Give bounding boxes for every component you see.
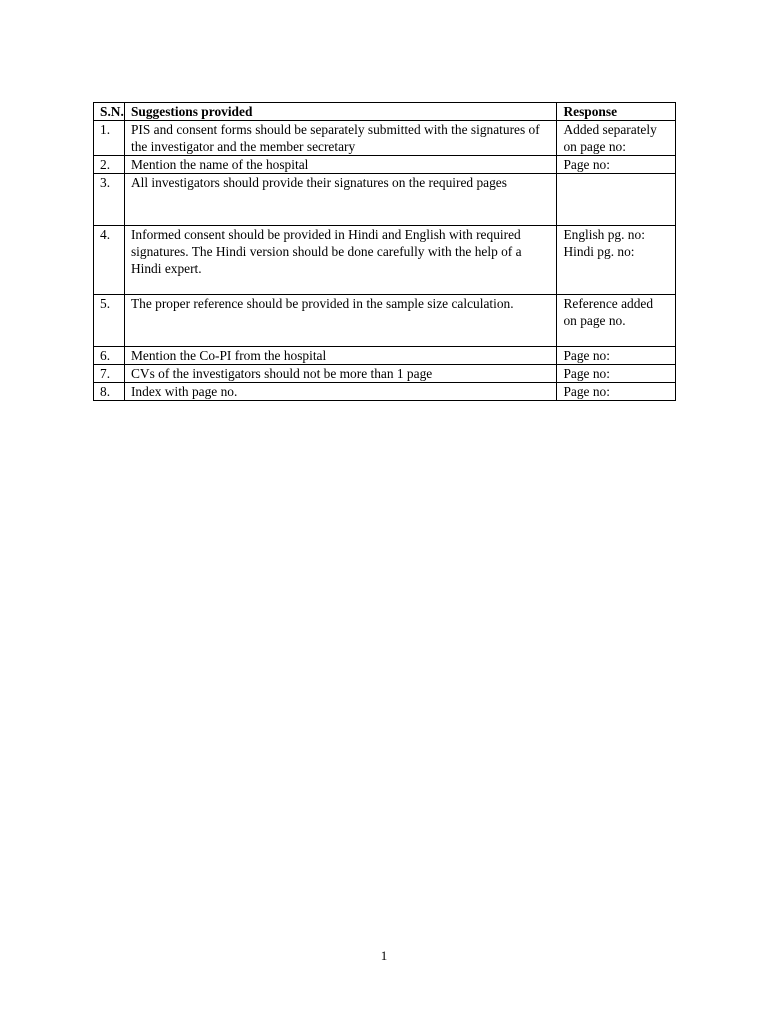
row-response [557,174,676,226]
row-sn: 6. [94,347,125,365]
row-suggestion: Mention the Co-PI from the hospital [124,347,556,365]
row-suggestion: CVs of the investigators should not be more than 1 page [124,365,556,383]
row-sn: 5. [94,295,125,347]
row-suggestion: PIS and consent forms should be separately submitted with the signatures of the investigator and the member secretary [124,121,556,156]
row-sn: 7. [94,365,125,383]
table-row [94,347,676,365]
row-sn: 8. [94,383,125,401]
header-sn: S.N. [94,103,125,121]
table-row [94,365,676,383]
table-row [94,174,676,226]
row-response: Page no: [557,347,676,365]
row-suggestion: All investigators should provide their signatures on the required pages [124,174,556,226]
row-response: Page no: [557,156,676,174]
row-response: English pg. no: Hindi pg. no: [557,226,676,295]
header-response: Response [557,103,676,121]
row-response: Page no: [557,383,676,401]
row-sn: 4. [94,226,125,295]
header-suggestions: Suggestions provided [124,103,556,121]
row-response: Added separately on page no: [557,121,676,156]
table-row [94,383,676,401]
suggestions-table [93,102,676,401]
row-suggestion: The proper reference should be provided in the sample size calculation. [124,295,556,347]
row-sn: 1. [94,121,125,156]
row-response: Reference added on page no. [557,295,676,347]
row-sn: 3. [94,174,125,226]
table-row [94,226,676,295]
table-header-row [94,103,676,121]
row-suggestion: Informed consent should be provided in Hindi and English with required signatures. The Hindi version should be done carefully with the help of a Hindi expert. [124,226,556,295]
row-response: Page no: [557,365,676,383]
page-number: 1 [380,948,388,963]
table-row [94,295,676,347]
table-row [94,156,676,174]
row-suggestion: Index with page no. [124,383,556,401]
row-suggestion: Mention the name of the hospital [124,156,556,174]
row-sn: 2. [94,156,125,174]
table-row [94,121,676,156]
